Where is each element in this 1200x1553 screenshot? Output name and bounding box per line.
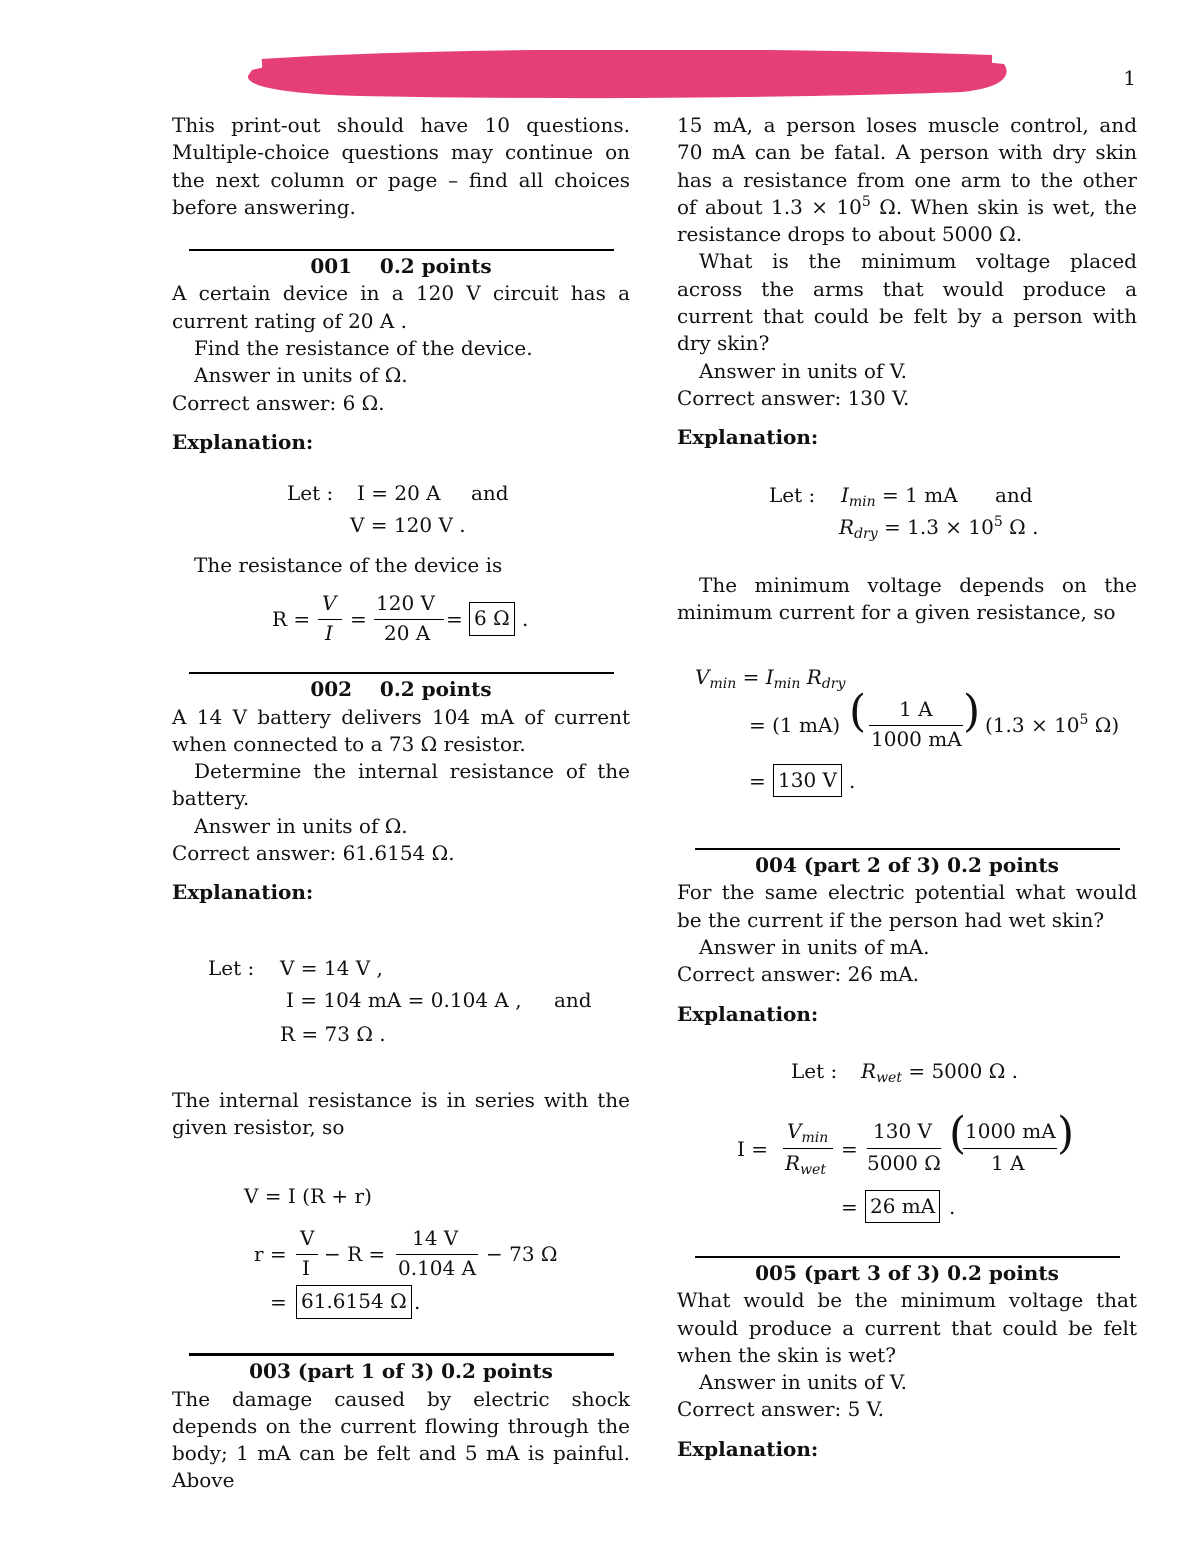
right-column	[677, 112, 1137, 1463]
q4-let-block: Let : $R_{wet} = 5000$ Ω .	[791, 1058, 1018, 1086]
q1-result-box: 6 Ω	[469, 602, 515, 635]
q3-result-box: 130 V	[773, 764, 842, 797]
divider	[189, 1353, 614, 1356]
q2-text: A 14 V battery delivers 104 mA of current when connected to a 73 Ω resistor.	[172, 704, 630, 756]
q5-correct-answer: Correct answer: 5 V.	[677, 1397, 884, 1422]
question-heading-003: 003 (part 1 of 3) 0.2 points	[249, 1359, 553, 1384]
question-heading-001: 001 0.2 points	[310, 254, 492, 279]
redaction-scribble	[242, 50, 1012, 102]
q3-text-left: The damage caused by electric shock depends on the current flowing through the body; 1 mA can be felt and 5 mA is painful. Above	[172, 1386, 630, 1493]
q3-task: What is the minimum voltage placed across the arms that would produce a current that could be felt by a person with dry skin?	[677, 249, 1137, 356]
q2-let-block: Let : V = 14 V , I = 104 mA = 0.104 A , and R = 73 Ω .	[208, 955, 592, 1046]
q3-correct-answer: Correct answer: 130 V.	[677, 385, 910, 410]
q2-correct-answer: Correct answer: 61.6154 Ω.	[172, 841, 455, 866]
page-number: 1	[1123, 66, 1136, 90]
q5-explanation-label: Explanation:	[677, 1436, 819, 1461]
q4-equation: I = $V_{min}$ $R_{wet}$ = 130 V 5000 Ω ( 1000 mA 1 A ) = 26 mA .	[677, 1088, 1137, 1228]
q3-equation: $V_{min} = I_{min}$ $R_{dry}$ = (1 mA) ( 1 A 1000 mA ) ($1.3 \times 10^5$ Ω) = 130 V .	[677, 626, 1137, 836]
q4-correct-answer: Correct answer: 26 mA.	[677, 962, 920, 987]
divider	[695, 848, 1120, 850]
q1-explanation-label: Explanation:	[172, 429, 314, 454]
q2-explanation-label: Explanation:	[172, 880, 314, 905]
question-heading-005: 005 (part 3 of 3) 0.2 points	[755, 1260, 1059, 1285]
q2-result-box: 61.6154 Ω	[296, 1285, 412, 1318]
q1-equation: R = V I = 120 V 20 A = 6 Ω .	[272, 591, 529, 646]
divider	[189, 249, 614, 251]
divider	[695, 1256, 1120, 1258]
q1-let-block: Let : I = 20 A and V = 120 V . The resistance of the device is	[194, 481, 509, 578]
q3-units: Answer in units of V.	[699, 358, 908, 383]
q2-equation: V = I (R + r) r = V I − R = 14 V 0.104 A − 73 Ω = 61.6154 Ω .	[172, 1141, 630, 1341]
q1-task: Find the resistance of the device.	[194, 336, 533, 361]
q2-units: Answer in units of Ω.	[194, 813, 408, 838]
q3-let-block: Let : $I_{min} = 1$ mA and $R_{dry} = 1.3 \times 10^5$ Ω .	[769, 482, 1039, 542]
question-heading-002: 002 0.2 points	[310, 677, 492, 702]
q1-text: A certain device in a 120 V circuit has a current rating of 20 A .	[172, 281, 630, 333]
q3-explanation-label: Explanation:	[677, 425, 819, 450]
q1-units: Answer in units of Ω.	[194, 363, 408, 388]
divider	[189, 672, 614, 674]
q4-text: For the same electric potential what would be the current if the person had wet skin?	[677, 880, 1137, 932]
q5-units: Answer in units of V.	[699, 1370, 908, 1395]
q4-explanation-label: Explanation:	[677, 1001, 819, 1026]
q1-correct-answer: Correct answer: 6 Ω.	[172, 390, 385, 415]
q4-units: Answer in units of mA.	[699, 935, 930, 960]
left-column	[172, 112, 630, 1495]
intro-text: This print-out should have 10 questions. Multiple-choice questions may continue on the next column or page – find all choices before answering.	[172, 113, 630, 219]
q4-result-box: 26 mA	[865, 1190, 940, 1223]
q3-body: The minimum voltage depends on the minimum current for a given resistance, so	[677, 572, 1137, 624]
q3-text-right: 15 mA, a person loses muscle control, and 70 mA can be fatal. A person with dry skin has a resistance from one arm to the other of about $1.3 \times 10^5$ Ω. When skin is wet, the resistance drops to about 5000 Ω.	[677, 113, 1137, 247]
q5-text: What would be the minimum voltage that would produce a current that could be felt when the skin is wet?	[677, 1288, 1137, 1367]
question-heading-004: 004 (part 2 of 3) 0.2 points	[755, 853, 1059, 878]
answer-units-label: Answer in units of	[194, 363, 379, 388]
q2-task: Determine the internal resistance of the battery.	[172, 759, 630, 811]
q2-body: The internal resistance is in series with the given resistor, so	[172, 1087, 630, 1139]
